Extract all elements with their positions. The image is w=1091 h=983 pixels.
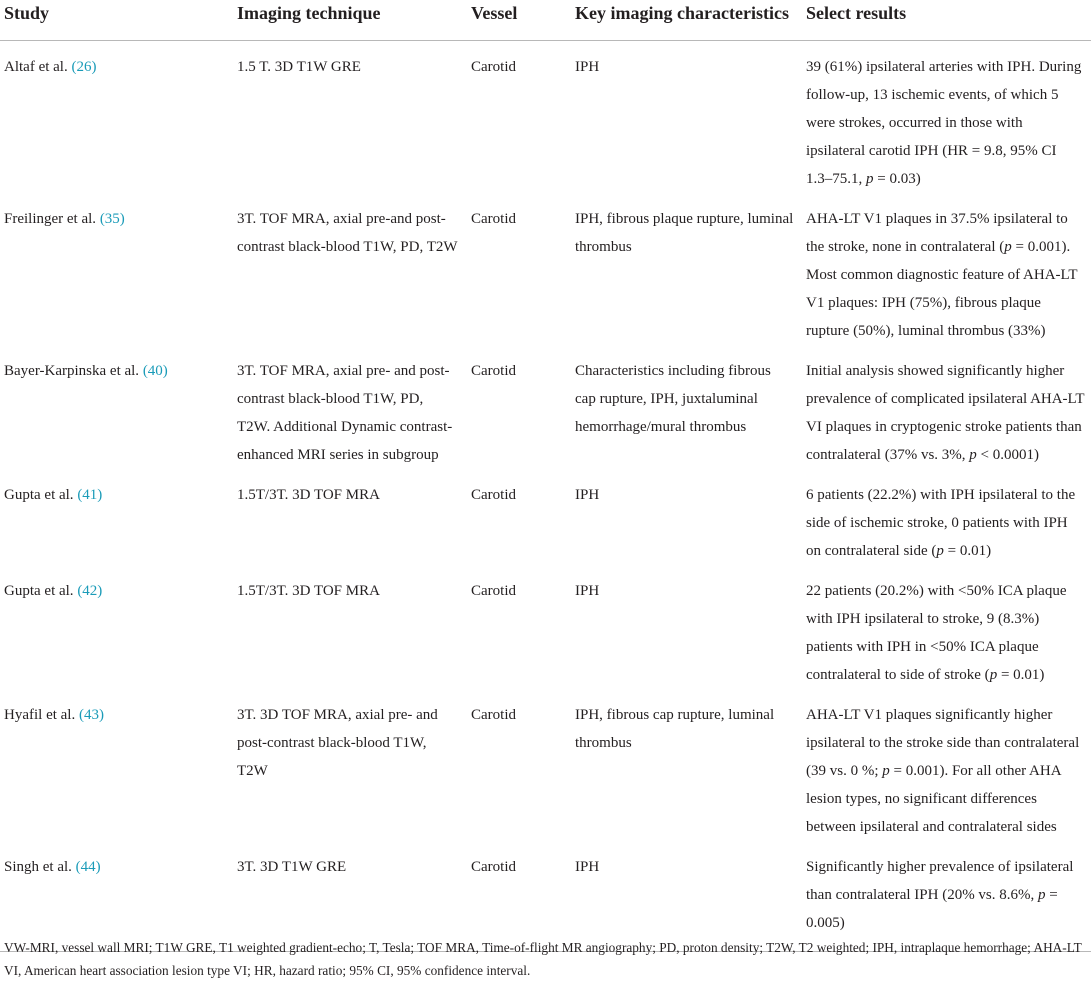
results-text: AHA-LT V1 plaques in 37.5% ipsilateral to the stroke, none in contralateral ( (806, 211, 1068, 255)
header-imaging-technique: Imaging technique (231, 0, 465, 41)
study-cell (0, 469, 231, 565)
characteristics-cell: IPH, fibrous plaque rupture, luminal thrombus (575, 211, 794, 255)
vessel-cell: Carotid (471, 487, 516, 503)
reference-link[interactable]: (43) (78, 707, 104, 723)
results-cell (800, 345, 1091, 469)
vessel-cell: Carotid (471, 59, 516, 75)
characteristics-cell: Characteristics including fibrous cap rupture, IPH, juxtaluminal hemorrhage/mural thrombus (575, 363, 771, 435)
characteristics-cell: IPH, fibrous cap rupture, luminal thrombus (575, 707, 775, 751)
study-cell (0, 565, 231, 689)
results-text: = 0.01) (947, 543, 992, 559)
p-value-symbol: p (936, 543, 944, 559)
vessel-cell: Carotid (471, 583, 516, 599)
results-text: = 0.03) (877, 171, 921, 187)
technique-cell: 3T. 3D TOF MRA, axial pre- and post-contrast black-blood T1W, T2W (237, 707, 438, 779)
header-vessel: Vessel (465, 0, 569, 41)
study-cell (0, 841, 231, 952)
p-value-symbol: p (989, 667, 998, 683)
results-text: 6 patients (22.2%) with IPH ipsilateral to the side of ischemic stroke, 0 patients with IPH on contralateral side ( (806, 487, 1076, 559)
study-name: Gupta et al. (4, 487, 74, 503)
characteristics-cell: IPH (575, 583, 600, 599)
table-row (0, 41, 1091, 194)
results-cell (800, 565, 1091, 689)
table-row (0, 565, 1091, 689)
characteristics-cell: IPH (569, 841, 800, 952)
results-text: AHA-LT V1 plaques significantly higher ipsilateral to the stroke side than contralateral (39 vs. 0 %; (806, 707, 1080, 779)
table-row (0, 469, 1091, 565)
results-text: 39 (61%) ipsilateral arteries with IPH. During follow-up, 13 ischemic events, of which 5 were strokes, occurred in those with ipsilateral carotid IPH (HR = 9.8, 95% CI 1.3–75.1, (806, 59, 1082, 187)
technique-cell: 3T. TOF MRA, axial pre- and post-contrast black-blood T1W, PD, T2W. Additional Dynamic contrast-enhanced MRI series in subgroup (237, 363, 453, 463)
results-cell (800, 193, 1091, 345)
p-value-symbol: p (866, 171, 874, 187)
technique-cell: 1.5T/3T. 3D TOF MRA (237, 583, 380, 599)
reference-link[interactable]: (35) (99, 211, 125, 227)
study-name: Altaf et al. (4, 59, 68, 75)
study-name: Bayer-Karpinska et al. (4, 363, 140, 379)
reference-link[interactable]: (26) (71, 59, 97, 75)
results-text: 22 patients (20.2%) with <50% ICA plaque with IPH ipsilateral to stroke, 9 (8.3%) patients with IPH in <50% ICA plaque contralateral to side of stroke ( (806, 583, 1067, 683)
study-name: Freilinger et al. (4, 211, 97, 227)
technique-cell: 1.5T/3T. 3D TOF MRA (237, 487, 380, 503)
study-name: Singh et al. (4, 859, 72, 875)
results-text: = 0.001). For all other AHA lesion types, no significant differences between ipsilateral and contralateral sides (806, 763, 1061, 835)
p-value-symbol: p (1004, 239, 1012, 255)
reference-link[interactable]: (40) (142, 363, 168, 379)
study-cell (0, 41, 231, 194)
vessel-cell: Carotid (471, 363, 516, 379)
table-row (0, 841, 1091, 952)
reference-link[interactable]: (42) (77, 583, 103, 599)
results-text: < 0.0001) (980, 447, 1039, 463)
study-cell (0, 193, 231, 345)
table-row (0, 345, 1091, 469)
study-name: Hyafil et al. (4, 707, 76, 723)
header-key-imaging-characteristics: Key imaging characteristics (569, 0, 800, 41)
results-cell (800, 41, 1091, 194)
characteristics-cell: IPH (575, 59, 600, 75)
reference-link[interactable]: (44) (75, 859, 101, 875)
study-cell (0, 345, 231, 469)
p-value-symbol: p (882, 763, 890, 779)
p-value-symbol: p (969, 447, 977, 463)
results-cell (800, 469, 1091, 565)
header-select-results: Select results (800, 0, 1091, 41)
table-body (0, 41, 1091, 952)
study-name: Gupta et al. (4, 583, 74, 599)
results-text: = 0.01) (1000, 667, 1045, 683)
table-row (0, 193, 1091, 345)
study-cell (0, 689, 231, 841)
vessel-cell: Carotid (471, 707, 516, 723)
results-cell (800, 689, 1091, 841)
results-text: = 0.001). Most common diagnostic feature of AHA-LT V1 plaques: IPH (75%), fibrous plaque rupture (50%), luminal thrombus (33%) (806, 239, 1078, 339)
results-cell (800, 841, 1091, 952)
table-footnote: VW-MRI, vessel wall MRI; T1W GRE, T1 weighted gradient-echo; T, Tesla; TOF MRA, Time-of-flight MR angiography; PD, proton density; T2W, T2 weighted; IPH, intraplaque hemorrhage; AHA-LT VI, American heart association lesion type VI; HR, hazard ratio; 95% CI, 95% confidence interval. (4, 940, 1082, 978)
vessel-cell: Carotid (471, 211, 516, 227)
header-row (0, 0, 1091, 41)
results-text: Initial analysis showed significantly higher prevalence of complicated ipsilateral AHA-LT VI plaques in cryptogenic stroke patients than contralateral (37% vs. 3%, (806, 363, 1085, 463)
table-header (0, 0, 1091, 41)
technique-cell: 3T. TOF MRA, axial pre-and post-contrast black-blood T1W, PD, T2W (237, 211, 458, 255)
results-text: = 0.005) (806, 887, 1058, 931)
header-study: Study (0, 0, 231, 41)
results-text: Significantly higher prevalence of ipsilateral than contralateral IPH (20% vs. 8.6%, (806, 859, 1074, 903)
technique-cell: 1.5 T. 3D T1W GRE (237, 59, 361, 75)
technique-cell: 3T. 3D T1W GRE (231, 841, 465, 952)
reference-link[interactable]: (41) (77, 487, 103, 503)
p-value-symbol: p (1038, 887, 1046, 903)
table-row (0, 689, 1091, 841)
characteristics-cell: IPH (575, 487, 600, 503)
vessel-cell: Carotid (465, 841, 569, 952)
